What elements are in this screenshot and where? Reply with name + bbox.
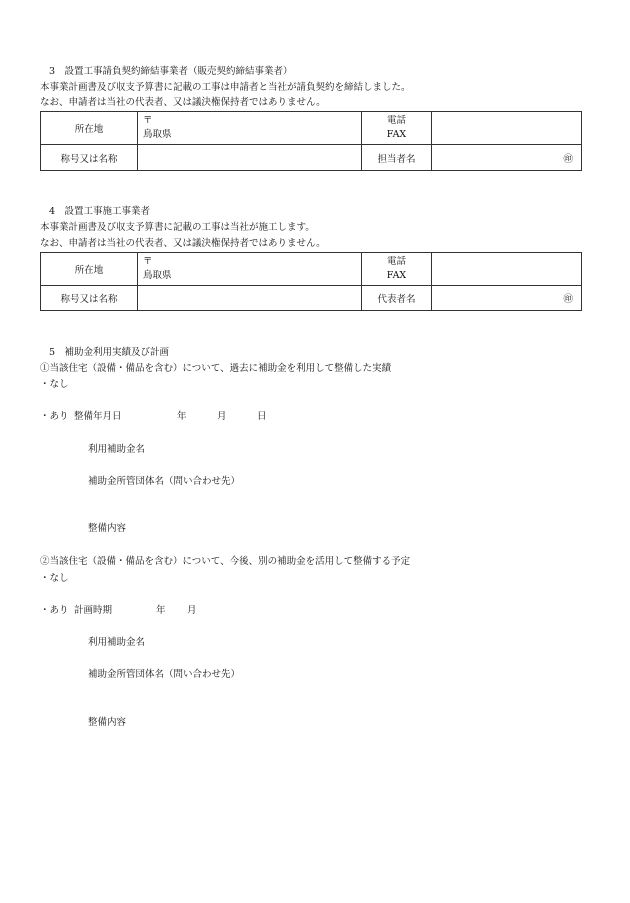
future-none-option[interactable]: ・なし (40, 573, 69, 584)
phone-fax-label (362, 253, 432, 286)
future-yes-option[interactable]: ・あり (40, 605, 69, 616)
name-label: 称号又は名称 (41, 286, 138, 311)
phone-fax-value[interactable] (432, 253, 582, 286)
prefecture: 鳥取県 (143, 129, 172, 140)
future-content-label: 整備内容 (88, 717, 127, 728)
representative-label: 代表者名 (362, 286, 432, 311)
address-cell[interactable] (138, 112, 362, 145)
future-year-label: 年 (156, 605, 166, 616)
section4-line1: 本事業計画書及び収支予算書に記載の工事は当社が施工します。 (40, 222, 315, 233)
person-label: 担当者名 (362, 145, 432, 171)
address-label: 所在地 (41, 253, 138, 286)
past-year-label: 年 (177, 411, 187, 422)
section3-heading: 3 設置工事請負契約締結事業者（販売契約締結事業者） (49, 66, 293, 77)
past-date-label: 整備年月日 (74, 411, 122, 422)
prefecture: 鳥取県 (143, 270, 172, 281)
past-month-label: 月 (217, 411, 227, 422)
name-label: 称号又は名称 (41, 145, 138, 171)
zip-mark: 〒 (143, 115, 153, 126)
address-label: 所在地 (41, 112, 138, 145)
section4-heading: 4 設置工事施工事業者 (49, 206, 151, 217)
phone-label: 電話 (386, 256, 406, 267)
contractor-table (40, 111, 582, 171)
future-agency-label: 補助金所管団体名（問い合わせ先） (88, 669, 241, 680)
past-agency-label: 補助金所管団体名（問い合わせ先） (88, 476, 241, 487)
future-subsidy-name-label: 利用補助金名 (88, 637, 146, 648)
name-value[interactable] (138, 286, 362, 311)
future-title: ②当該住宅（設備・備品を含む）について、今後、別の補助金を活用して整備する予定 (40, 556, 411, 567)
section3-line2: なお、申請者は当社の代表者、又は議決権保持者ではありません。 (40, 97, 326, 108)
past-yes-option[interactable]: ・あり (40, 411, 69, 422)
constructor-table (40, 252, 582, 311)
past-title: ①当該住宅（設備・備品を含む）について、過去に補助金を利用して整備した実績 (40, 363, 392, 374)
name-value[interactable] (138, 145, 362, 171)
address-cell[interactable] (138, 253, 362, 286)
fax-label: FAX (386, 270, 407, 281)
section4-line2: なお、申請者は当社の代表者、又は議決権保持者ではありません。 (40, 238, 326, 249)
section5-heading: 5 補助金利用実績及び計画 (49, 347, 170, 358)
future-period-label: 計画時期 (74, 605, 113, 616)
phone-fax-label (362, 112, 432, 145)
seal-mark: ㊞ (432, 286, 582, 311)
past-day-label: 日 (257, 411, 267, 422)
future-month-label: 月 (187, 605, 197, 616)
phone-fax-value[interactable] (432, 112, 582, 145)
zip-mark: 〒 (143, 256, 153, 267)
past-content-label: 整備内容 (88, 523, 127, 534)
phone-label: 電話 (386, 115, 406, 126)
past-none-option[interactable]: ・なし (40, 379, 69, 390)
past-subsidy-name-label: 利用補助金名 (88, 444, 146, 455)
section3-line1: 本事業計画書及び収支予算書に記載の工事は申請者と当社が請負契約を締結しました。 (40, 82, 411, 93)
seal-mark: ㊞ (432, 145, 582, 171)
fax-label: FAX (386, 129, 407, 140)
